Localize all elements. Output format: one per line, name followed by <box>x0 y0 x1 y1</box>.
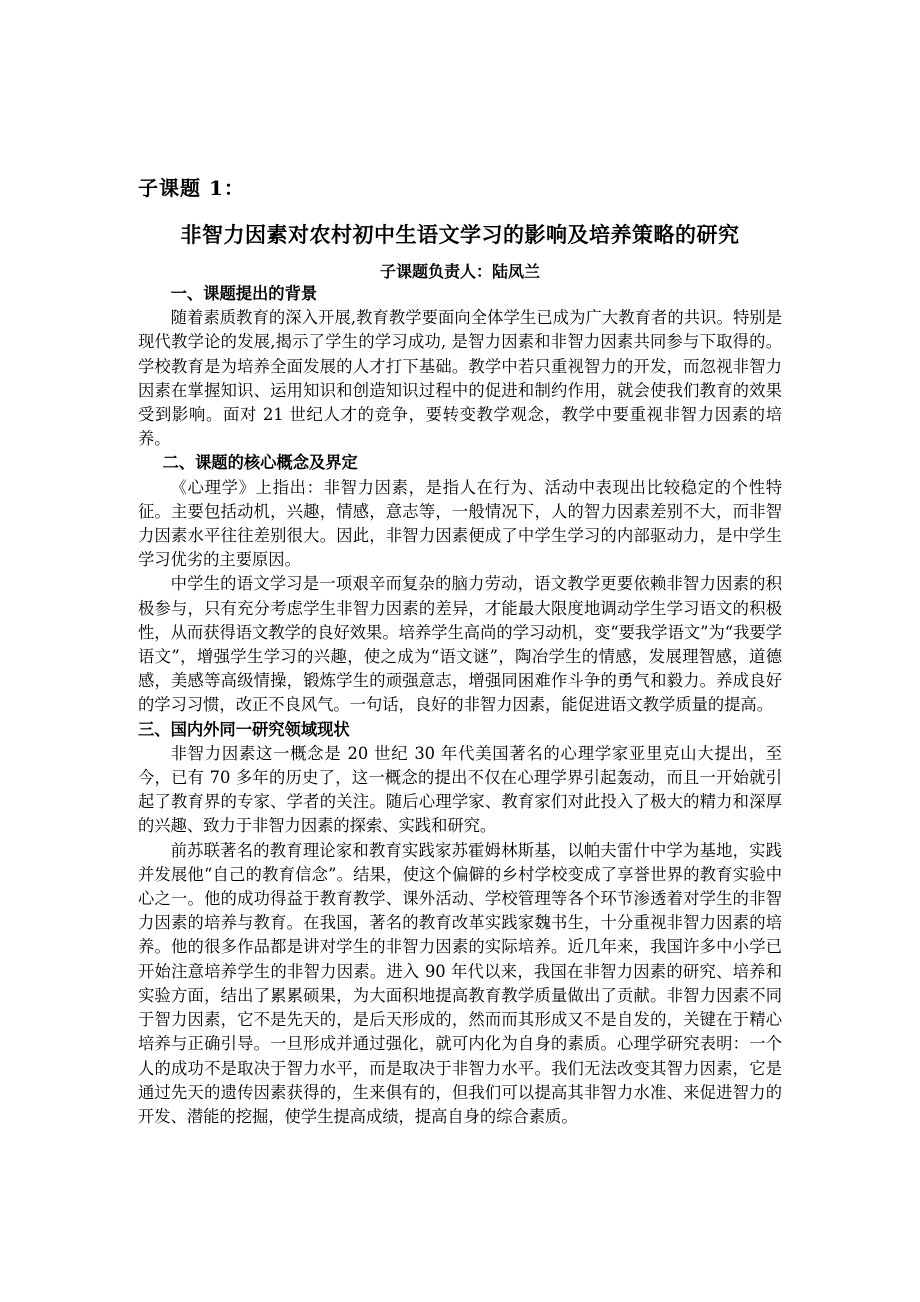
document-body <box>138 282 782 1129</box>
paragraph: 随着素质教育的深入开展,教育教学要面向全体学生已成为广大教育者的共识。特别是现代教学论的发展,揭示了学生的学习成功, 是智力因素和非智力因素共同参与下取得的。学校教育是为培养全面发展的人才打下基础。教学中若只重视智力的开发，而忽视非智力因素在掌握知识、运用知识和创造知识过程中的促进和制约作用，就会使我们教育的效果受到影响。面对 21 世纪人才的竞争，要转变教学观念，教学中要重视非智力因素的培养。 <box>138 308 782 449</box>
subtopic-label: 子课题 1： <box>138 176 245 200</box>
document-title: 非智力因素对农村初中生语文学习的影响及培养策略的研究 <box>180 222 740 247</box>
paragraph: 非智力因素这一概念是 20 世纪 30 年代美国著名的心理学家亚里克山大提出，至今，已有 70 多年的历史了，这一概念的提出不仅在心理学界引起轰动，而且一开始就引起了教育界的专家、学者的关注。随后心理学家、教育家们对此投入了极大的精力和深厚的兴趣、致力于非智力因素的探索、实践和研究。 <box>138 743 782 836</box>
section-heading-background: 一、课题提出的背景 <box>170 284 318 303</box>
paragraph: 《心理学》上指出：非智力因素，是指人在行为、活动中表现出比较稳定的个性特征。主要包括动机，兴趣，情感，意志等，一般情况下，人的智力因素差别不大，而非智力因素水平往往差别很大。因此，非智力因素便成了中学生学习的内部驱动力，是中学生学习优劣的主要原因。 <box>138 477 782 570</box>
paragraph: 前苏联著名的教育理论家和教育实践家苏霍姆林斯基，以帕夫雷什中学为基地，实践并发展他“自己的教育信念”。结果，使这个偏僻的乡村学校变成了享誉世界的教育实验中心之一。他的成功得益于教育教学、课外活动、学校管理等各个环节渗透着对学生的非智力因素的培养与教育。在我国，著名的教育改革实践家魏书生，十分重视非智力因素的培养。他的很多作品都是讲对学生的非智力因素的实际培养。近几年来，我国许多中小学已开始注意培养学生的非智力因素。进入 90 年代以来，我国在非智力因素的研究、培养和实验方面，结出了累累硕果，为大面积地提高教育教学质量做出了贡献。非智力因素不同于智力因素，它不是先天的，是后天形成的，然而而其形成又不是自发的，关键在于精心培养与正确引导。一旦形成并通过强化，就可内化为自身的素质。心理学研究表明：一个人的成功不是取决于智力水平，而是取决于非智力水平。我们无法改变其智力因素，它是通过先天的遗传因素获得的，生来俱有的，但我们可以提高其非智力水准、来促进智力的开发、潜能的挖掘，使学生提高成绩，提高自身的综合素质。 <box>138 840 782 1126</box>
section-heading-research-status: 三、国内外同一研究领域现状 <box>138 719 350 739</box>
subtopic-leader: 子课题负责人：陆凤兰 <box>379 262 540 281</box>
section-heading-core-concepts: 二、课题的核心概念及界定 <box>162 453 358 473</box>
paragraph: 中学生的语文学习是一项艰辛而复杂的脑力劳动，语文教学更要依赖非智力因素的积极参与，只有充分考虑学生非智力因素的差异，才能最大限度地调动学生学习语文的积极性，从而获得语文教学的良好效果。培养学生高尚的学习动机，变“要我学语文”为“我要学语文”，增强学生学习的兴趣，使之成为“语文谜”，陶冶学生的情感，发展理智感，道德感，美感等高级情操，锻炼学生的顽强意志，增强同困难作斗争的勇气和毅力。养成良好的学习习惯，改正不良风气。一句话，良好的非智力因素，能促进语文教学质量的提高。 <box>138 574 782 715</box>
